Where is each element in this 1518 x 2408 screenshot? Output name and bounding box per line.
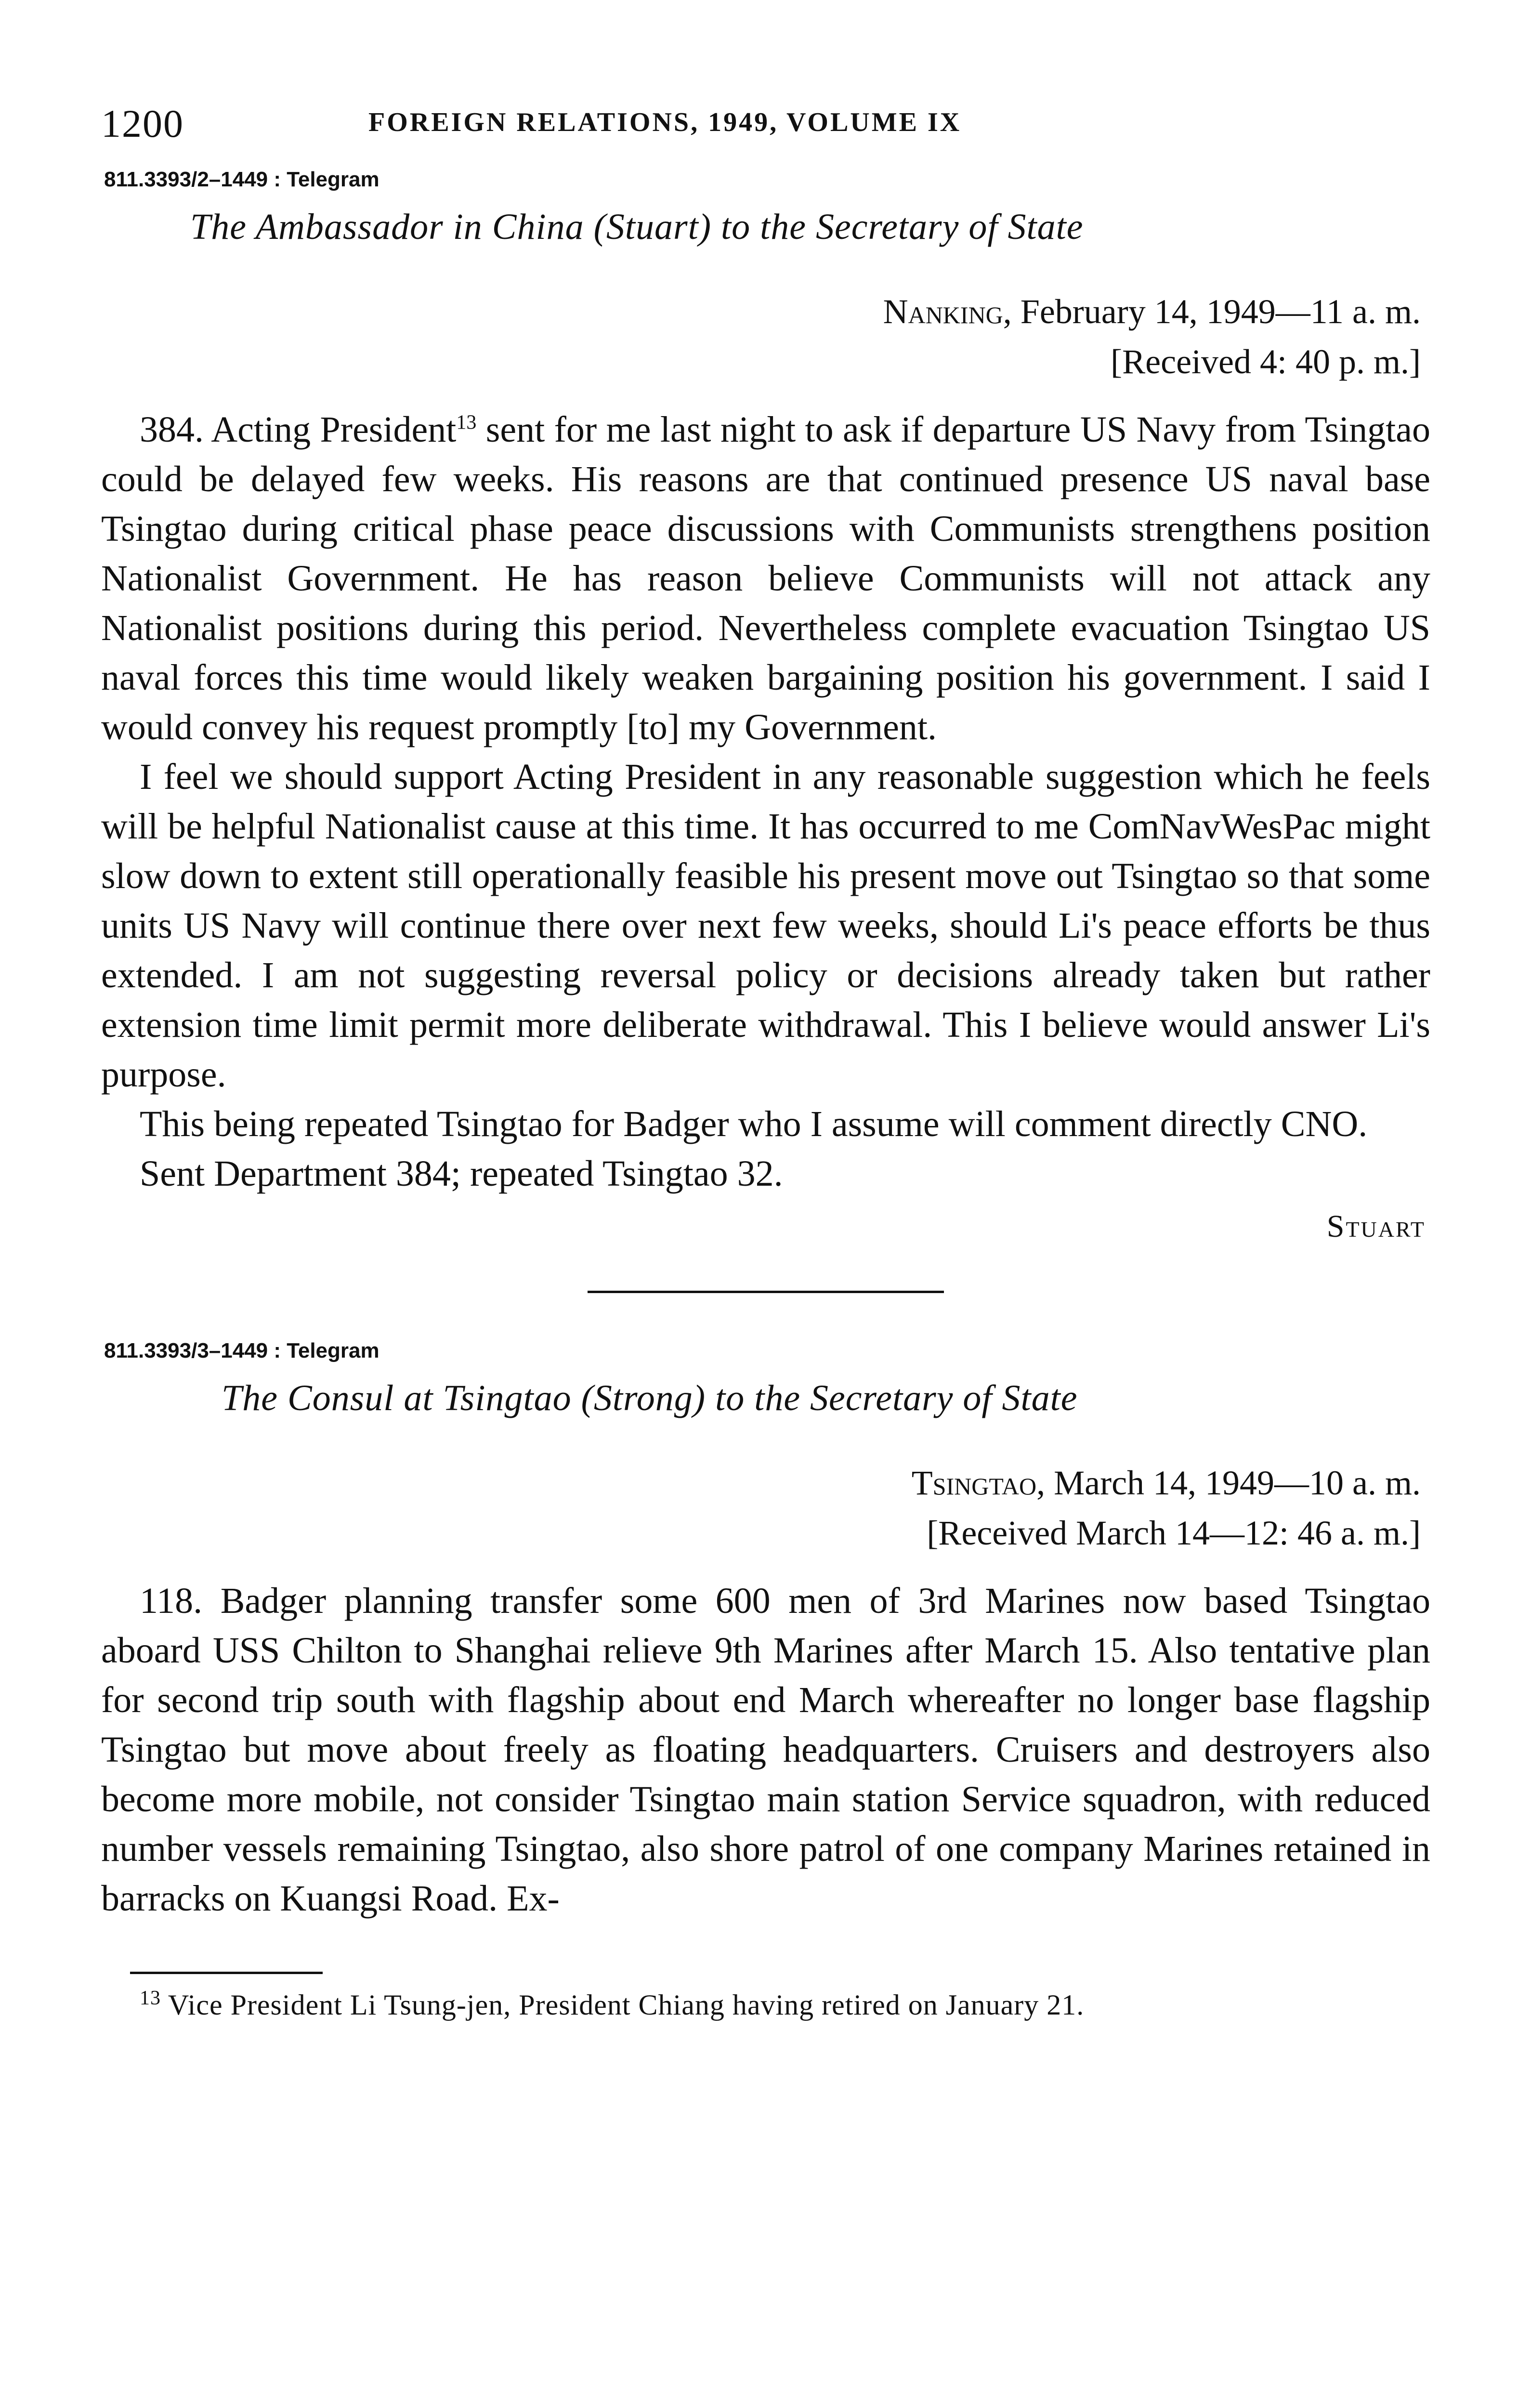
section-divider [588,1291,944,1293]
date-time: February 14, 1949—11 a. m. [1020,292,1421,331]
footnote-number: 13 [140,1987,161,2009]
date-sent [101,1458,1421,1508]
document-page [101,96,1430,2022]
footnote [140,1989,1430,2022]
date-place: Tsingtao, [911,1464,1046,1502]
footnote-reference: 13 [456,411,477,434]
footnote-rule [130,1972,323,1974]
dateline [101,287,1430,387]
date-received: [Received 4: 40 p. m.] [1111,342,1421,381]
footnote-text: Vice President Li Tsung-jen, President Chiang having retired on January 21. [168,1989,1085,2021]
paragraph: I feel we should support Acting President in any reasonable suggestion which he feels will be helpful Nationalist cause at this time. It has occurred to me ComNavWesPac might slow down to extent still operationally feasible his present move out Tsingtao so that some units US Navy will continue there over next few weeks, should Li's peace efforts be thus extended. I am not suggesting reversal policy or decisions already taken but rather extension time limit permit more deliberate withdrawal. This I believe would answer Li's purpose. [101,757,1430,1095]
paragraph: Sent Department 384; repeated Tsingtao 32. [140,1153,783,1194]
paragraph-rest: sent for me last night to ask if departure US Navy from Tsingtao could be delayed few weeks. His reasons are that continued presence US naval base Tsingtao during critical phase peace discussions with Communists strengthens position Nationalist Government. He has reason believe Communists will not attack any Nationalist positions during this period. Nevertheless complete evacuation Tsingtao US naval forces this time would likely weaken bargaining position his government. I said I would convey his request promptly [to] my Government. [101,409,1430,747]
running-head [101,96,1430,149]
page-number: 1200 [101,102,184,145]
document-title: The Consul at Tsingtao (Strong) to the Secretary of State [222,1378,1078,1418]
telegram-body [101,1576,1430,1924]
paragraph: This being repeated Tsingtao for Badger who I assume will comment directly CNO. [140,1104,1368,1144]
file-reference: 811.3393/2–1449 : Telegram [104,168,380,191]
paragraph: 118. Badger planning transfer some 600 men of 3rd Marines now based Tsingtao aboard USS Chilton to Shanghai relieve 9th Marines after March 15. Also tentative plan for second trip south with flagship about end March whereafter no longer base flagship Tsingtao but move about freely as floating headquarters. Cruisers and destroyers also become more mobile, not consider Tsingtao main station Service squadron, with reduced number vessels remaining Tsingtao, also shore patrol of one company Marines retained in barracks on Kuangsi Road. Ex- [101,1581,1430,1919]
document-title: The Ambassador in China (Stuart) to the Secretary of State [190,207,1084,247]
telegram-body [101,405,1430,1199]
date-received: [Received March 14—12: 46 a. m.] [927,1514,1421,1552]
paragraph-lead: 384. Acting President [140,409,457,450]
running-title: FOREIGN RELATIONS, 1949, VOLUME IX [368,107,962,137]
signature: Stuart [1326,1209,1426,1244]
paragraph [101,405,1430,752]
telegram-stuart [101,168,1430,1245]
date-place: Nanking, [883,292,1012,331]
date-sent [101,287,1421,337]
telegram-strong [101,1339,1430,1924]
date-time: March 14, 1949—10 a. m. [1054,1464,1421,1502]
dateline [101,1458,1430,1558]
file-reference: 811.3393/3–1449 : Telegram [104,1339,380,1362]
